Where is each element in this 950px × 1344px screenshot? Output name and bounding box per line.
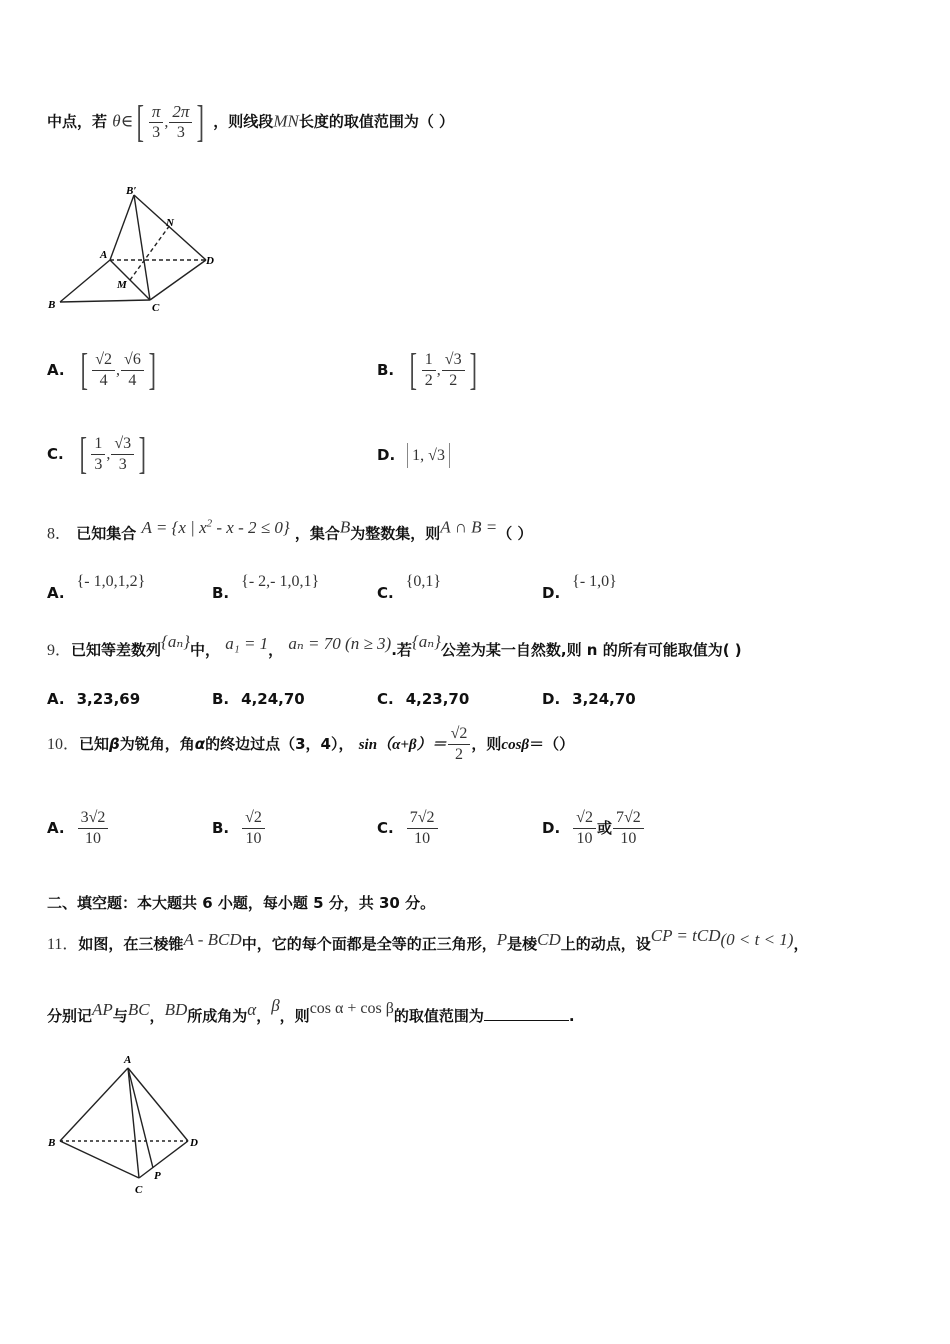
bracket-right: ] bbox=[197, 97, 205, 146]
bracket-left: [ bbox=[136, 97, 145, 146]
q7-option-d[interactable]: D. 1, √3 bbox=[377, 446, 450, 465]
q7-stem: 中点，若 θ∈[ $\frac{\pi}{3}$ , $\frac{2\pi}{3}$ ] ，则线段MN长度的取值范围为（ ） bbox=[47, 97, 455, 146]
q11-stem-line2: 分别记AP与BC，BD所成角为α，β，则cos α + cos β的取值范围为 . bbox=[47, 996, 575, 1025]
fig7-label: A bbox=[100, 249, 108, 261]
q9-option-c[interactable]: C. 4,23,70 bbox=[377, 690, 470, 708]
fig11-label: D bbox=[190, 1137, 198, 1149]
q8-option-b[interactable]: B.{- 2,- 1,0,1} bbox=[212, 573, 320, 602]
q7-frac1: $\frac{\pi}{3}$ bbox=[149, 102, 164, 143]
q8-option-d[interactable]: D.{- 1,0} bbox=[542, 573, 617, 602]
q9-option-b[interactable]: B. 4,24,70 bbox=[212, 690, 305, 708]
fig7-label: B′ bbox=[126, 185, 137, 197]
fig7-label: D bbox=[206, 255, 214, 267]
fig11-label: B bbox=[48, 1137, 56, 1149]
q10-option-d[interactable]: D. $\frac{√2}{10}$ 或 $\frac{7√2}{10}$ bbox=[542, 808, 645, 849]
fig11-label: P bbox=[154, 1170, 161, 1182]
fig7-label: C bbox=[152, 302, 160, 314]
fig11-label: C bbox=[135, 1184, 143, 1196]
q9-option-d[interactable]: D. 3,24,70 bbox=[542, 690, 636, 708]
q10-option-b[interactable]: B. $\frac{√2}{10}$ bbox=[212, 808, 266, 849]
q8-option-a[interactable]: A.{- 1,0,1,2} bbox=[47, 573, 146, 602]
q11-figure bbox=[40, 1050, 220, 1200]
q7-option-a[interactable]: A. [ $\frac{√2}{4}$ , $\frac{√6}{4}$ ] bbox=[47, 345, 156, 394]
q9-stem: 9．已知等差数列{aₙ}中， a₁ = 1， aₙ = 70 (n ≥ 3).若{aₙ}公差为某一自然数,则 n 的所有可能取值为( ) bbox=[47, 632, 742, 659]
answer-blank[interactable] bbox=[484, 1006, 569, 1021]
q11-stem-line1: 11．如图，在三棱锥A - BCD中，它的每个面都是全等的正三角形，P是棱CD上的动点，设CP = tCD(0 < t < 1)， bbox=[47, 926, 809, 953]
q7-frac2: $\frac{2\pi}{3}$ bbox=[169, 102, 192, 143]
q7-option-b[interactable]: B. [ $\frac{1}{2}$ , $\frac{√3}{2}$ ] bbox=[377, 345, 477, 394]
fig7-label: N bbox=[166, 217, 174, 229]
q7-option-c[interactable]: C. [ $\frac{1}{3}$ , $\frac{√3}{3}$ ] bbox=[47, 429, 147, 478]
fig7-label: B bbox=[48, 299, 56, 311]
q10-stem: 10．已知β为锐角，角α的终边过点（3，4）， sin（α+β）＝ $\frac{√2}{2}$ ，则cosβ＝（） bbox=[47, 725, 575, 763]
q10-option-c[interactable]: C. $\frac{7√2}{10}$ bbox=[377, 808, 439, 849]
fig7-label: M bbox=[117, 279, 127, 291]
q10-option-a[interactable]: A. $\frac{3√2}{10}$ bbox=[47, 808, 109, 849]
q7-figure bbox=[40, 180, 230, 320]
q9-option-a[interactable]: A. 3,23,69 bbox=[47, 690, 141, 708]
fig11-label: A bbox=[124, 1054, 132, 1066]
section-heading: 二、填空题：本大题共 6 小题，每小题 5 分，共 30 分。 bbox=[47, 894, 436, 912]
q8-option-c[interactable]: C.{0,1} bbox=[377, 573, 442, 602]
q8-stem: 8． 已知集合 A = {x | $x^2 - x - 2 \le 0$} ，集合B为整数集，则A ∩ B =（ ） bbox=[47, 517, 533, 543]
